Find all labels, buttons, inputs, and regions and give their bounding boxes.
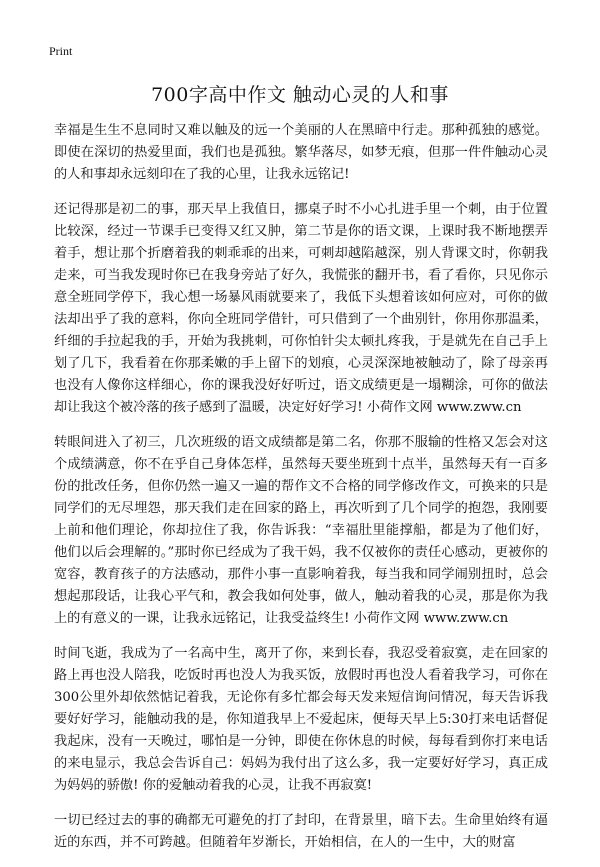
article-title: 700字高中作文 触动心灵的人和事 (151, 84, 449, 106)
paragraph-5: 一切已经过去的事的确都无可避免的打了封印，在背景里，暗下去。生命里始终有逼近的东西，并不可跨越。但随着年岁渐长，开始相信，在人的一生中，大的财富 (54, 813, 548, 850)
paragraph-3: 转眼间进入了初三，几次班级的语文成绩都是第二名，你那不服输的性格又怎会对这个成绩满意，你不在乎自己身体怎样，虽然每天要坐班到十点半，虽然每天有一百多份的批改任务，但你仍然一遍又一遍的帮作文不合格的同学修改作文，可换来的只是同学们的无尽埋怨，那天我们走在回家的路上，再次听到了几个同学的抱怨，我刚要上前和他们理论，你却拉住了我，你告诉我：“幸福肚里能撑船，都是为了他们好，他们以后会理解的。”那时你已经成为了我干妈，我不仅被你的责任心感动，更被你的宽容，教育孩子的方法感动，那件小事一直影响着我，每当我和同学闹别扭时，总会想起那段话，让我心平气和，教会我如何处事，做人，触动着我的心灵，那是你为我上的有意义的一课，让我永远铭记，让我受益终生! 小荷作文网 www.zww.cn (54, 435, 548, 626)
article-body (54, 120, 548, 867)
paragraph-4: 时间飞逝，我成为了一名高中生，离开了你，来到长春，我忍受着寂寞，走在回家的路上再也没人陪我，吃饭时再也没人为我买饭，放假时再也没人看着我学习，可你在300公里外却依然惦记着我，无论你有多忙都会每天发来短信询问情况，每天告诉我要好好学习，能触动我的是，你知道我早上不爱起床，便每天早上5:30打来电话督促我起床，没有一天晚过，哪怕是一分钟，即使在你休息的时候，每每看到你打来电话的来电显示，我总会告诉自己：妈妈为我付出了这么多，我一定要好好学习，真正成为妈妈的骄傲! 你的爱触动着我的心灵，让我不再寂寞! (54, 646, 548, 793)
paragraph-2: 还记得那是初二的事，那天早上我值日，挪桌子时不小心扎进手里一个刺，由于位置比较深，经过一节课手已变得又红又肿，第二节是你的语文课，上课时我不断地摆弄着手，想让那个折磨着我的刺乖乖的出来，可刺却越陷越深，别人背课文时，你朝我走来，可当我发现时你已在我身旁站了好久，我慌张的翻开书，看了看你，只见你示意全班同学停下，我心想一场暴风雨就要来了，我低下头想着该如何应对，可你的做法却出乎了我的意料，你向全班同学借针，可只借到了一个曲别针，你用你那温柔，纤细的手拉起我的手，开始为我挑刺，可你怕针尖太顿扎疼我，于是就先在自己手上划了几下，我看着在你那柔嫩的手上留下的划痕，心灵深深地被触动了，除了母亲再也没有人像你这样细心，你的课我没好好听过，语文成绩更是一塌糊涂，可你的做法却让我这个被冷落的孩子感到了温暖，决定好好学习! 小荷作文网 www.zww.cn (54, 202, 548, 415)
paragraph-1: 幸福是生生不息同时又难以触及的远一个美丽的人在黑暗中行走。那种孤独的感觉。即使在深切的热爱里面，我们也是孤独。繁华落尽，如梦无痕，但那一件件触动心灵的人和事却永远刻印在了我的心里，让我永远铭记! (54, 123, 548, 182)
print-link[interactable]: Print (49, 44, 73, 58)
